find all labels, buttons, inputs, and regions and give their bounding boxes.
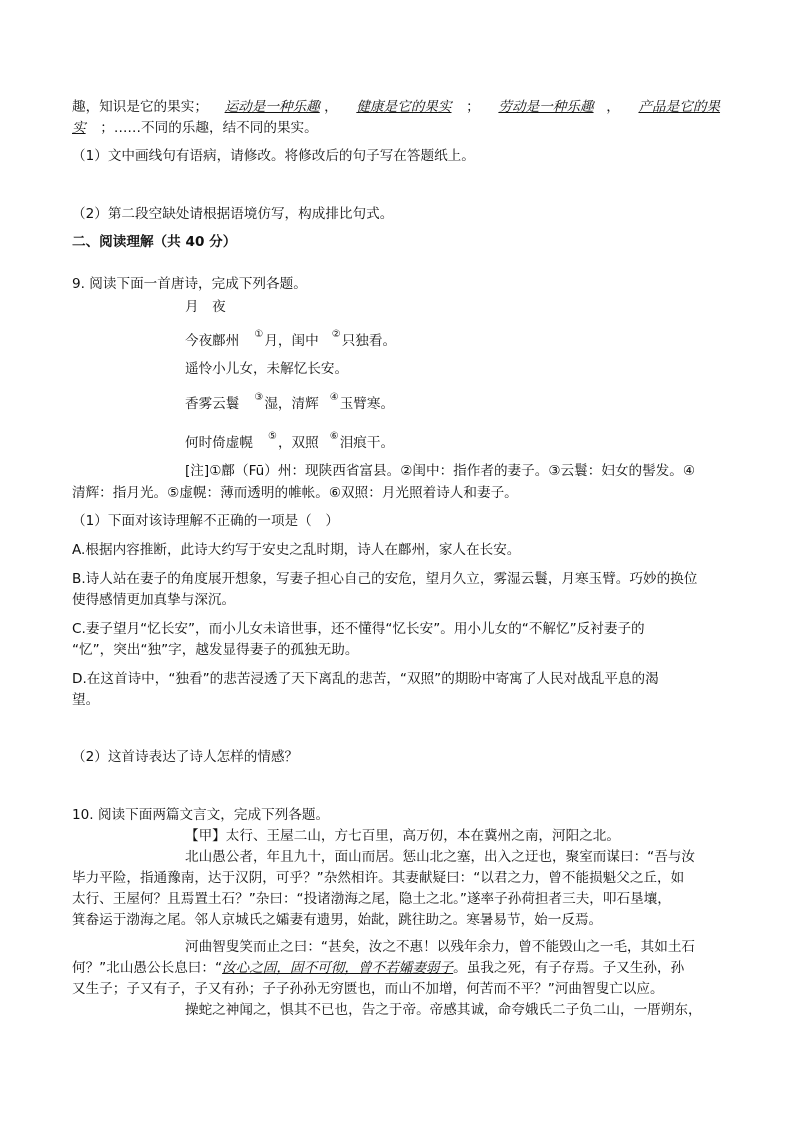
option-b-line-1: B.诗人站在妻子的角度展开想象，写妻子担心自己的安危，望月久立，雾湿云鬟，月寒玉臂。巧妙的换位 xyxy=(72,571,698,587)
text-jia-p3-line-2: 何？”北山愚公长息曰：“汝心之固，固不可彻，曾不若孀妻弱子。虽我之死，有子存焉。子又生孙，孙 xyxy=(72,960,685,976)
q9-intro: 9. 阅读下面一首唐诗，完成下列各题。 xyxy=(72,276,307,292)
passage-line-2: 实 ；……不同的乐趣，结不同的果实。 xyxy=(72,120,318,136)
text-jia-p2-line-1: 北山愚公者，年且九十，面山而居。惩山北之塞，出入之迂也，聚室而谋曰：“吾与汝 xyxy=(185,849,696,865)
q9-sub2: （2）这首诗表达了诗人怎样的情感？ xyxy=(72,749,299,765)
q9-sub1: （1）下面对该诗理解不正确的一项是（ ） xyxy=(72,513,339,529)
text-jia-p3-line-3: 又生子；子又有子，子又有孙；子子孙孙无穷匮也，而山不加增，何苦而不平？”河曲智叟亡以应。 xyxy=(72,981,664,997)
poem-line-2: 遥怜小儿女，未解忆长安。 xyxy=(185,361,349,377)
q8-sub2: （2）第二段空缺处请根据语境仿写，构成排比句式。 xyxy=(72,206,394,222)
text-jia-p3-line-1: 河曲智叟笑而止之曰：“甚矣，汝之不惠！以残年余力，曾不能毁山之一毛，其如土石 xyxy=(185,939,696,955)
underlined-classical-sentence: 汝心之固，固不可彻，曾不若孀妻弱子 xyxy=(222,960,454,976)
option-c-line-1: C.妻子望月“忆长安”，而小儿女未谙世事，还不懂得“忆长安”。用小儿女的“不解忆”反衬妻子的 xyxy=(72,621,645,637)
option-c-line-2: “忆”，突出“独”字，越发显得妻子的孤独无助。 xyxy=(72,642,359,658)
option-d-line-1: D.在这首诗中，“独看”的悲苦浸透了天下离乱的悲苦，“双照”的期盼中寄寓了人民对战乱平息的渴 xyxy=(72,671,659,687)
option-b-line-2: 使得感情更加真挚与深沉。 xyxy=(72,592,236,608)
underlined-sentence-4: 产品是它的果 xyxy=(638,99,721,115)
text-jia-p1: 【甲】太行、王屋二山，方七百里，高万仞，本在冀州之南，河阳之北。 xyxy=(185,828,620,844)
text-jia-p2-line-2: 毕力平险，指通豫南，达于汉阴，可乎？”杂然相许。其妻献疑曰：“以君之力，曾不能损魁父之丘，如 xyxy=(72,870,685,886)
passage-line-1: 趣，知识是它的果实； 运动是一种乐趣 ， 健康是它的果实 ； 劳动是一种乐趣 ， 产品是它的果 xyxy=(72,99,721,115)
q8-sub1: （1）文中画线句有语病，请修改。将修改后的句子写在答题纸上。 xyxy=(72,148,475,164)
poem-line-3: 香雾云鬟 ③湿，清辉 ④玉臂寒。 xyxy=(185,392,395,412)
poem-line-1: 今夜鄜州 ①月，闺中 ②只独看。 xyxy=(185,329,397,349)
poem-title: 月 夜 xyxy=(185,299,226,315)
poem-note-2: 清辉：指月光。⑤虚幌：薄而透明的帷帐。⑥双照：月光照着诗人和妻子。 xyxy=(72,485,518,501)
underlined-sentence-3: 劳动是一种乐趣 xyxy=(498,99,594,115)
poem-line-4: 何时倚虚幌 ⑤，双照 ⑥泪痕干。 xyxy=(185,431,395,451)
option-d-line-2: 望。 xyxy=(72,692,100,708)
poem-note-1: [注]①鄜（Fū）州：现陕西省富县。②闺中：指作者的妻子。③云鬟：妇女的髻发。④ xyxy=(185,463,696,479)
section-heading: 二、阅读理解（共 40 分） xyxy=(72,234,237,250)
underlined-sentence-2: 健康是它的果实 xyxy=(356,99,452,115)
q10-intro: 10. 阅读下面两篇文言文，完成下列各题。 xyxy=(72,807,330,823)
underlined-sentence-1: 运动是一种乐趣 xyxy=(224,99,320,115)
text-jia-p2-line-3: 太行、王屋何？且焉置土石？”杂曰：“投诸渤海之尾，隐土之北。”遂率子孙荷担者三夫，叩石垦壤， xyxy=(72,891,671,907)
text-jia-p2-line-4: 箕畚运于渤海之尾。邻人京城氏之孀妻有遗男，始龀，跳往助之。寒暑易节，始一反焉。 xyxy=(72,912,603,928)
text-jia-p4-line-1: 操蛇之神闻之，惧其不已也，告之于帝。帝感其诚，命夸娥氏二子负二山，一厝朔东， xyxy=(185,1002,702,1018)
option-a: A.根据内容推断，此诗大约写于安史之乱时期，诗人在鄜州，家人在长安。 xyxy=(72,542,521,558)
